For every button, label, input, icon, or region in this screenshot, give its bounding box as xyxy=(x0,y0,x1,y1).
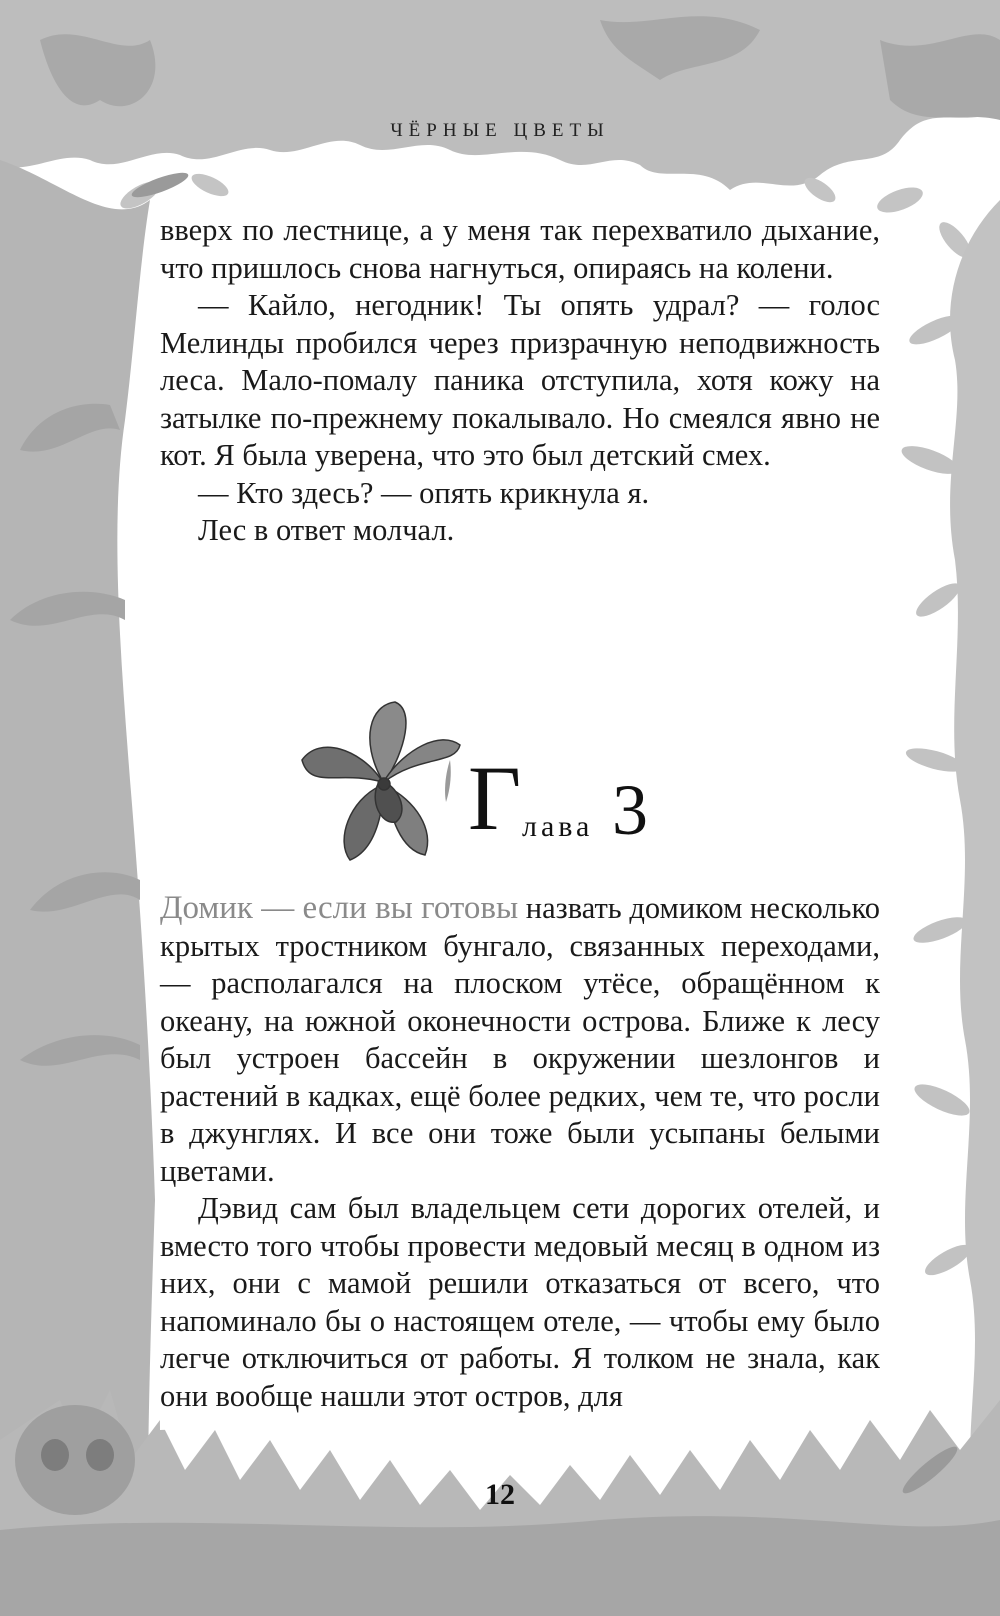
paragraph xyxy=(160,890,880,1190)
paragraph: — Кайло, негодник! Ты опять удрал? — голос Мелинды пробился через призрачную неподвижность леса. Мало-помалу паника отступила, хотя кожу на затылке по-прежнему покалывало. Но смеялся явно не кот. Я была уверена, что это был детский смех. xyxy=(160,288,880,472)
page-number: 12 xyxy=(485,1478,515,1511)
paragraph: Дэвид сам был владельцем сети дорогих отелей, и вместо того чтобы провести медовый месяц в одном из них, они с мамой решили отказаться от всего, что напоминало бы о настоящем отеле, — чтобы ему было легче отключиться от работы. Я толком не знала, как они вообще нашли этот остров, для xyxy=(160,1191,880,1413)
chapter-number: 3 xyxy=(612,770,648,850)
text-block-bottom xyxy=(160,890,880,1415)
chapter-initial: Г xyxy=(468,747,522,849)
paragraph-text: назвать домиком несколько крытых тростником бунгало, связанных переходами, — располагался на плоском утёсе, обращённом к океану, на южной оконечности острова. Ближе к лесу был устроен бассейн в окружении шезлонгов и растений в кадках, ещё более редких, чем те, что росли в джунглях. И все они тоже были усыпаны белыми цветами. xyxy=(160,891,880,1188)
lead-in-phrase: Домик — если вы готовы xyxy=(160,890,519,926)
paragraph: Лес в ответ молчал. xyxy=(198,513,455,547)
text-block-top xyxy=(160,212,880,550)
paragraph: вверх по лестнице, а у меня так перехватило дыхание, что пришлось снова нагнуться, опираясь на колени. xyxy=(160,213,880,285)
running-header: ЧЁРНЫЕ ЦВЕТЫ xyxy=(390,120,610,141)
paragraph: — Кто здесь? — опять крикнула я. xyxy=(198,475,650,510)
chapter-heading xyxy=(300,700,680,880)
chapter-word: лава xyxy=(522,810,594,843)
orchid-icon xyxy=(300,700,465,865)
